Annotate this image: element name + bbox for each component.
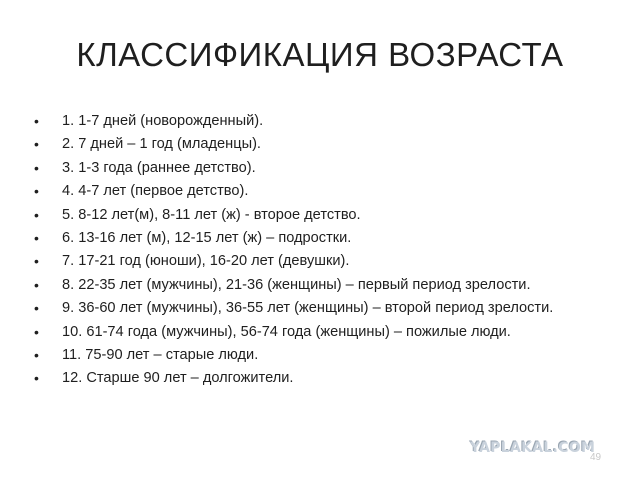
list-item — [32, 135, 612, 153]
list-item — [32, 159, 612, 177]
bullet-icon: • — [34, 276, 39, 293]
bullet-icon: • — [34, 183, 39, 200]
list-item — [32, 112, 612, 130]
list-item-text: 10. 61-74 года (мужчины), 56-74 года (женщины) – пожилые люди. — [62, 323, 511, 340]
list-item — [32, 252, 612, 270]
list-item — [32, 206, 612, 224]
bullet-icon: • — [34, 206, 39, 223]
list-item — [32, 276, 612, 294]
slide-title: КЛАССИФИКАЦИЯ ВОЗРАСТА — [76, 36, 564, 73]
list-item — [32, 369, 612, 387]
bullet-icon: • — [34, 253, 39, 270]
list-item-text: 5. 8-12 лет(м), 8-11 лет (ж) - второе детство. — [62, 206, 361, 223]
list-item-text: 8. 22-35 лет (мужчины), 21-36 (женщины) – первый период зрелости. — [62, 276, 531, 293]
list-item-text: 7. 17-21 год (юноши), 16-20 лет (девушки). — [62, 253, 350, 270]
watermark-logo: YAPLAKAL.COM — [470, 440, 596, 456]
bullet-icon: • — [34, 323, 39, 340]
list-item — [32, 229, 612, 247]
list-item-text: 9. 36-60 лет (мужчины), 36-55 лет (женщины) – второй период зрелости. — [62, 300, 554, 317]
bullet-icon: • — [34, 113, 39, 129]
list-item-text: 3. 1-3 года (раннее детство). — [62, 159, 256, 176]
bullet-icon: • — [34, 159, 39, 176]
list-item — [32, 182, 612, 200]
list-item-text: 12. Старше 90 лет – долгожители. — [62, 370, 294, 387]
bullet-icon: • — [34, 300, 39, 317]
age-classification-list — [32, 112, 612, 393]
bullet-icon: • — [34, 229, 39, 246]
list-item-text: 1. 1-7 дней (новорожденный). — [62, 113, 264, 129]
list-item — [32, 346, 612, 364]
list-item — [32, 299, 612, 317]
list-item-text: 2. 7 дней – 1 год (младенцы). — [62, 136, 261, 153]
bullet-icon: • — [34, 346, 39, 363]
list-item — [32, 323, 612, 341]
list-item-text: 4. 4-7 лет (первое детство). — [62, 183, 249, 200]
list-item-text: 6. 13-16 лет (м), 12-15 лет (ж) – подростки. — [62, 229, 352, 246]
bullet-icon: • — [34, 370, 39, 387]
page-number: 49 — [590, 452, 602, 463]
list-item-text: 11. 75-90 лет – старые люди. — [62, 346, 259, 363]
bullet-icon: • — [34, 136, 39, 153]
